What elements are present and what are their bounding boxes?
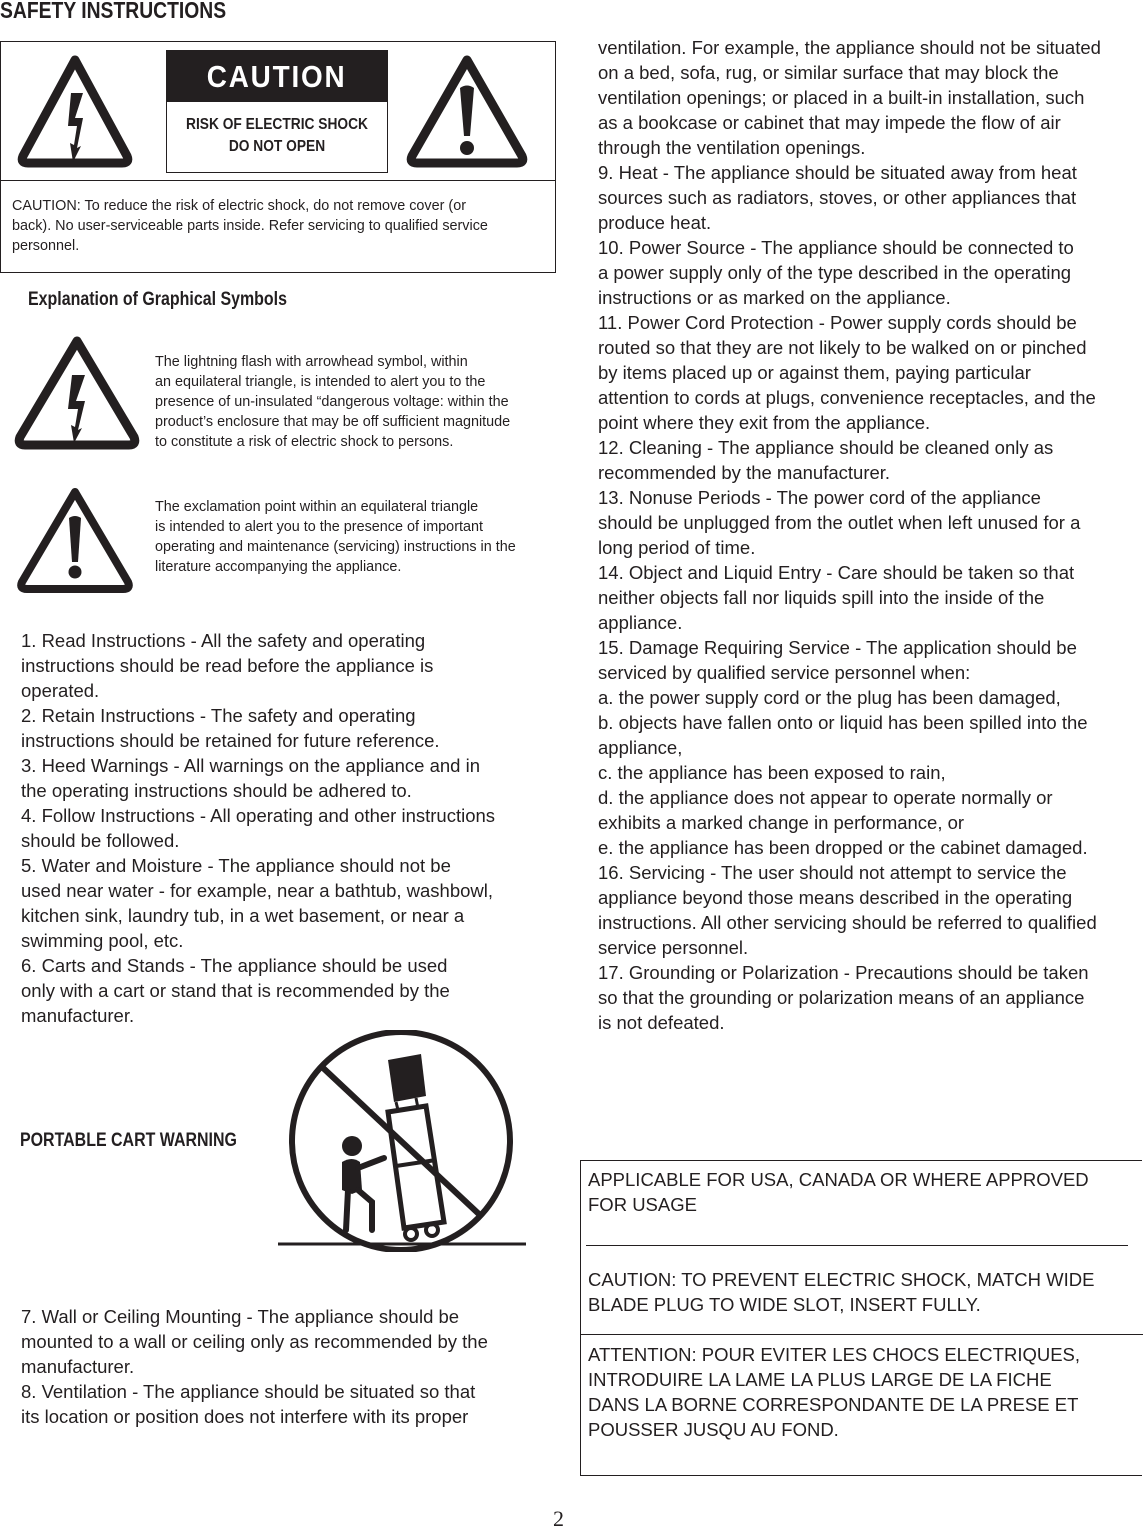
caution-label-line1: RISK OF ELECTRIC SHOCK — [186, 116, 368, 133]
plug-notice-box — [580, 1160, 1142, 1476]
lightning-warning-icon — [13, 50, 137, 173]
instructions-right: ventilation. For example, the appliance should not be situated on a bed, sofa, rug, or similar surface that may block the ventilation openings; or placed in a built-in installation, such as a bookcase or cabinet that may impede the flow of air through the ventilation openings. 9. Heat - The appliance should be situated away from heat sources such as radiators, stoves, or other appliances that produce heat. 10. Power Source - The appliance should be connected to a power supply only of the type described in the operating instructions or as marked on the appliance. 11. Power Cord Protection - Power supply cords should be routed so that they are not likely to be walked on or pinched by items placed up or against them, paying particular attention to cords at plugs, convenience receptacles, and the point where they exit from the appliance. 12. Cleaning - The appliance should be cleaned only as recommended by the manufacturer. 13. Nonuse Periods - The power cord of the appliance should be unplugged from the outlet when left unused for a long period of time. 14. Object and Liquid Entry - Care should be taken so that neither objects fall nor liquids spill into the inside of the appliance. 15. Damage Requiring Service - The application should be serviced by qualified service personnel when: a. the power supply cord or the plug has been damaged, b. objects have fallen onto or liquid has been spilled into the appliance, c. the appliance has been exposed to rain, d. the appliance does not appear to operate normally or exhibits a marked change in performance, or e. the appliance has been dropped or the cabinet damaged. 16. Servicing - The user should not attempt to service the appliance beyond those means described in the operating instructions. All other servicing should be referred to qualified service personnel. 17. Grounding or Polarization - Precautions should be taken so that the grounding or polarization means of an appliance is not defeated. — [598, 37, 1101, 1033]
caution-label-header: CAUTION — [207, 59, 347, 94]
notice-divider-2 — [581, 1334, 1143, 1335]
notice-applicable: APPLICABLE FOR USA, CANADA OR WHERE APPROVED FOR USAGE — [588, 1169, 1089, 1215]
exclamation-warning-icon — [400, 50, 534, 173]
instructions-left-1: 1. Read Instructions - All the safety and operating instructions should be read before the appliance is operated. 2. Retain Instructions - The safety and operating instructions should be retained for future reference. 3. Heed Warnings - All warnings on the appliance and in the operating instructions should be adhered to. 4. Follow Instructions - All operating and other instructions should be followed. 5. Water and Moisture - The appliance should not be used near water - for example, near a bathtub, washbowl, kitchen sink, laundry tub, in a wet basement, or near a swimming pool, etc. 6. Carts and Stands - The appliance should be used only with a cart or stand that is recommended by the manufacturer. — [21, 630, 496, 1026]
caution-label-line2: DO NOT OPEN — [228, 138, 326, 155]
lightning-symbol-text: The lightning flash with arrowhead symbol, within an equilateral triangle, is intended to alert you to the presence of un-insulated “dangerous voltage: within the product’s enclosure that may be off sufficient magnitude to constitute a risk of electric shock to persons. — [155, 354, 511, 450]
instructions-left-2: 7. Wall or Ceiling Mounting - The appliance should be mounted to a wall or ceiling only as recommended by the manufacturer. 8. Ventilation - The appliance should be situated so that its location or position does not interfere with its proper — [21, 1306, 488, 1427]
caution-text: CAUTION: To reduce the risk of electric shock, do not remove cover (or back). No user-serviceable parts inside. Refer servicing to qualified service personnel. — [12, 198, 488, 254]
symbols-heading: Explanation of Graphical Symbols — [28, 289, 287, 310]
page-number: 2 — [553, 1506, 564, 1531]
exclamation-symbol-icon — [12, 484, 138, 596]
cart-warning-label: PORTABLE CART WARNING — [20, 1130, 237, 1151]
notice-attention-fr: ATTENTION: POUR EVITER LES CHOCS ELECTRIQUES, INTRODUIRE LA LAME LA PLUS LARGE DE LA FICHE DANS LA BORNE CORRESPONDANTE DE LA PRESE ET POUSSER JUSQU AU FOND. — [588, 1344, 1081, 1440]
caution-label — [166, 50, 388, 173]
caution-box — [0, 41, 556, 273]
lightning-symbol-icon — [9, 333, 145, 453]
notice-caution-en: CAUTION: TO PREVENT ELECTRIC SHOCK, MATCH WIDE BLADE PLUG TO WIDE SLOT, INSERT FULLY. — [588, 1269, 1095, 1315]
exclamation-symbol-text: The exclamation point within an equilateral triangle is intended to alert you to the presence of important operating and maintenance (servicing) instructions in the literature accompanying the appliance. — [155, 499, 516, 575]
caution-divider — [1, 180, 555, 181]
notice-divider-1 — [586, 1245, 1128, 1246]
cart-warning-icon — [276, 1030, 528, 1252]
page-title: SAFETY INSTRUCTIONS — [0, 0, 227, 23]
